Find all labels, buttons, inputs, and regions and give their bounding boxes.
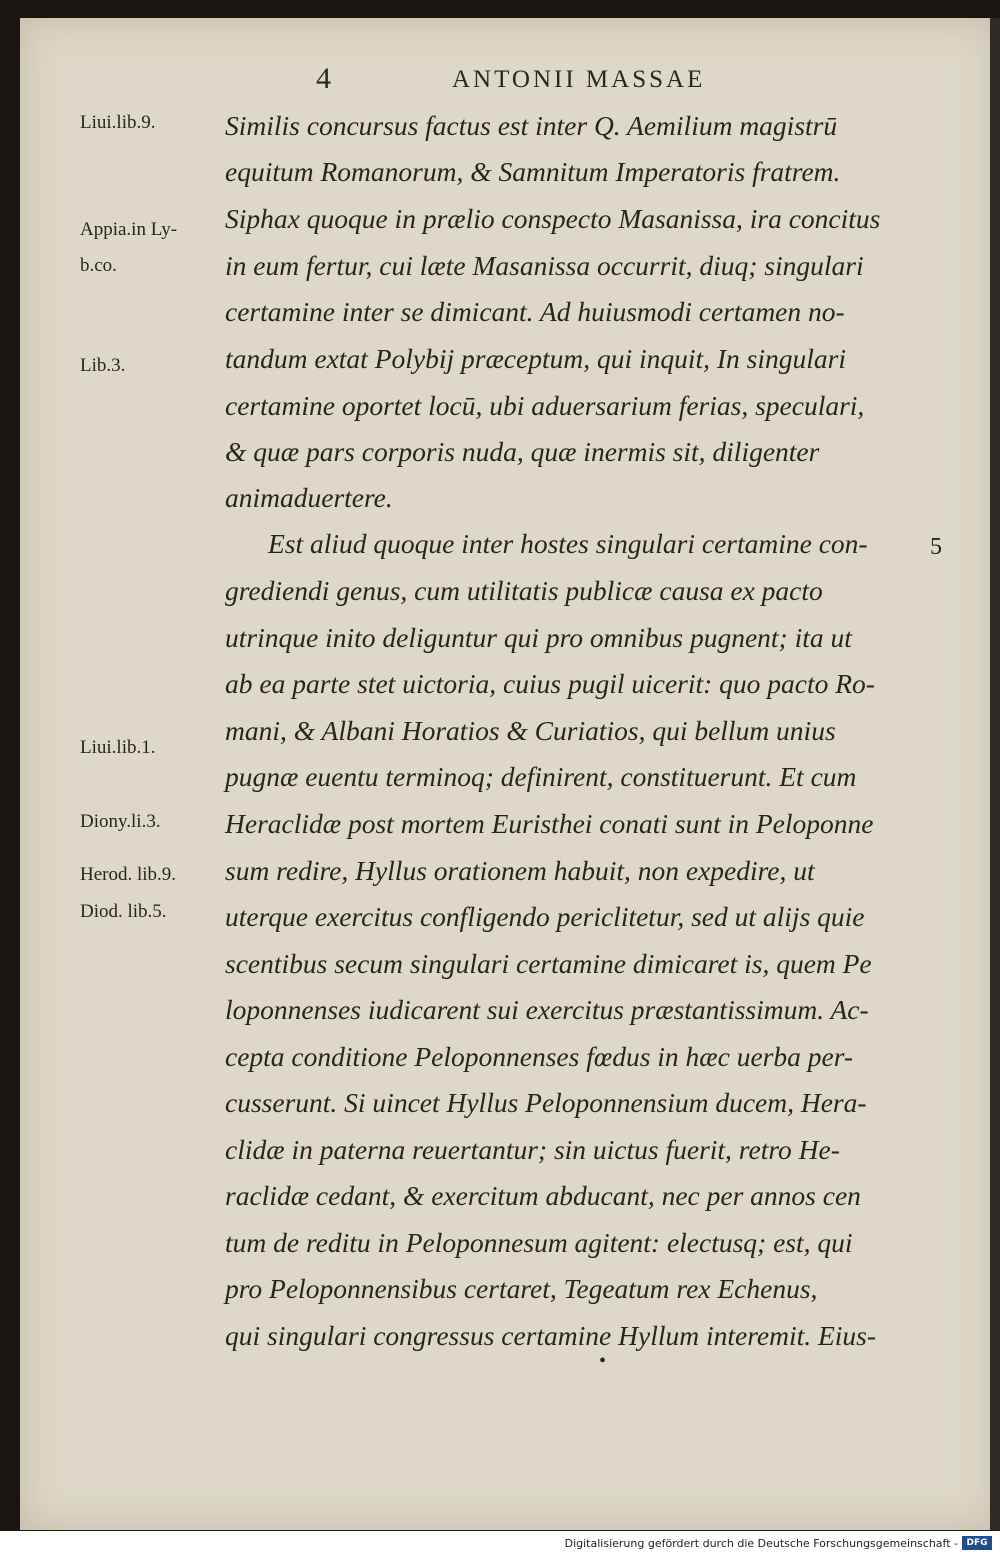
margin-note: Appia.in Ly- [80, 219, 178, 240]
facing-page-edge [990, 18, 1000, 1530]
text-line: clidæ in paterna reuertantur; sin uictus fuerit, retro He- [225, 1134, 840, 1165]
text-line: loponnenses iudicarent sui exercitus præstantissimum. Ac- [225, 994, 869, 1025]
margin-note: b.co. [80, 255, 117, 276]
text-line: qui singulari congressus certamine Hyllum interemit. Eius- [225, 1320, 877, 1351]
text-line: Heraclidæ post mortem Euristhei conati sunt in Peloponne [225, 808, 874, 839]
text-line: certamine oportet locū, ubi aduersarium ferias, speculari, [225, 390, 865, 421]
text-line: equitum Romanorum, & Samnitum Imperatoris fratrem. [225, 156, 841, 187]
page-header [0, 62, 1000, 98]
text-line: animaduertere. [225, 482, 393, 513]
text-line: cusserunt. Si uincet Hyllus Peloponnensium ducem, Hera- [225, 1087, 867, 1118]
text-line: sum redire, Hyllus orationem habuit, non expedire, ut [225, 855, 815, 886]
text-line: raclidæ cedant, & exercitum abducant, nec per annos cen [225, 1180, 861, 1211]
text-line: pro Peloponnensibus certaret, Tegeatum rex Echenus, [225, 1273, 818, 1304]
text-line: cepta conditione Peloponnenses fœdus in hæc uerba per- [225, 1041, 854, 1072]
text-line: & quæ pars corporis nuda, quæ inermis sit, diligenter [225, 436, 820, 467]
margin-note: Liui.lib.1. [80, 737, 156, 758]
text-line: mani, & Albani Horatios & Curiatios, qui bellum unius [225, 715, 836, 746]
margin-note: Liui.lib.9. [80, 112, 156, 133]
text-line: tandum extat Polybij præceptum, qui inquit, In singulari [225, 343, 846, 374]
running-head: ANTONII MASSAE [452, 66, 706, 93]
margin-note: Lib.3. [80, 355, 126, 376]
text-line: scentibus secum singulari certamine dimicaret is, quem Pe [225, 948, 872, 979]
dfg-logo: DFG [962, 1536, 992, 1550]
text-line: Est aliud quoque inter hostes singulari certamine con- [268, 528, 868, 559]
outer-margin-number: 5 [930, 534, 942, 560]
text-line: ab ea parte stet uictoria, cuius pugil uicerit: quo pacto Ro- [225, 668, 875, 699]
text-line: uterque exercitus confligendo periclitetur, sed ut alijs quie [225, 901, 865, 932]
text-line: Siphax quoque in prælio conspecto Masanissa, ira concitus [225, 203, 881, 234]
text-line: grediendi genus, cum utilitatis publicæ causa ex pacto [225, 575, 823, 606]
footer-credit: Digitalisierung gefördert durch die Deutsche Forschungsgemeinschaft - [564, 1537, 958, 1550]
text-line: tum de reditu in Peloponnesum agitent: electusq; est, qui [225, 1227, 853, 1258]
text-line: pugnæ euentu terminoq; definirent, constituerunt. Et cum [225, 761, 857, 792]
text-line: utrinque inito deliguntur qui pro omnibus pugnent; ita ut [225, 622, 852, 653]
bottom-mark: • [599, 1350, 607, 1372]
text-line: certamine inter se dimicant. Ad huiusmodi certamen no- [225, 296, 845, 327]
margin-note: Herod. lib.9. [80, 864, 177, 885]
text-line: Similis concursus factus est inter Q. Aemilium magistrū [225, 110, 838, 141]
margin-note: Diony.li.3. [80, 811, 161, 832]
text-line: in eum fertur, cui læte Masanissa occurrit, diuq; singulari [225, 250, 864, 281]
margin-note: Diod. lib.5. [80, 901, 167, 922]
page-number: 4 [316, 62, 331, 95]
